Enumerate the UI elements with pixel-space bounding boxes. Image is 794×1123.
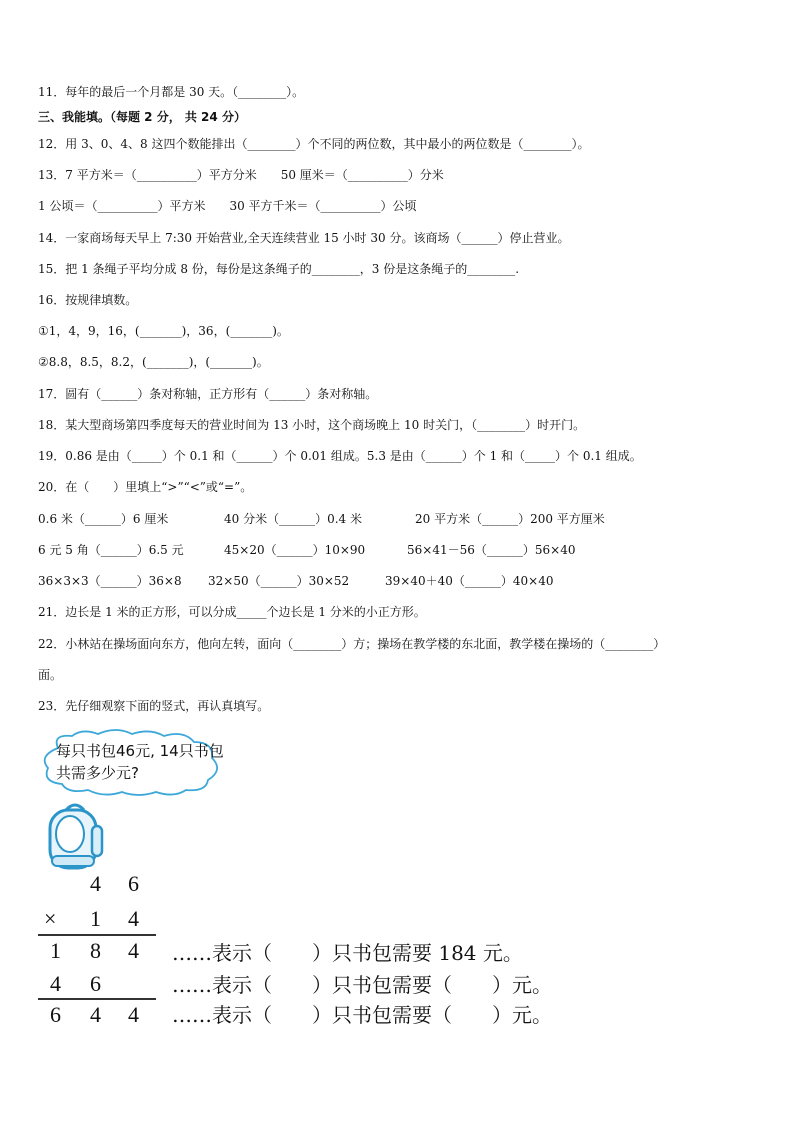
explanation-line-3: ……表示（ ）只书包需要（ ）元。 (172, 1003, 552, 1027)
compare-item: 56×41－56（______）56×40 (407, 543, 576, 557)
vertical-digit: 1 (50, 938, 61, 963)
question-20: 20．在（ ）里填上“>”“<”或“=”。 (38, 480, 253, 494)
vertical-digit: 4 (128, 906, 139, 931)
section-3-heading: 三、我能填。（每题 2 分， 共 24 分） (38, 110, 246, 124)
question-13a: 13．7 平方米＝（__________）平方分米 50 厘米＝（__________）分米 (38, 168, 444, 182)
backpack-icon (44, 800, 106, 872)
question-22: 22．小林站在操场面向东方，他向左转，面向（________）方；操场在教学楼的东北面，教学楼在操场的（________） (38, 637, 666, 651)
vertical-digit: 4 (90, 871, 101, 896)
question-17: 17．圆有（______）条对称轴，正方形有（______）条对称轴。 (38, 387, 378, 401)
question-14: 14．一家商场每天早上 7:30 开始营业,全天连续营业 15 小时 30 分。该商场（______）停止营业。 (38, 231, 570, 245)
vertical-digit: 4 (128, 1002, 139, 1027)
compare-item: 20 平方米（______）200 平方厘米 (415, 512, 605, 526)
question-19: 19．0.86 是由（_____）个 0.1 和（______）个 0.01 组成。5.3 是由（______）个 1 和（_____）个 0.1 组成。 (38, 449, 642, 463)
compare-item: 40 分米（______）0.4 米 (224, 512, 362, 526)
question-23: 23．先仔细观察下面的竖式，再认真填写。 (38, 699, 270, 713)
vertical-digit: 6 (50, 1002, 61, 1027)
question-16: 16．按规律填数。 (38, 293, 138, 307)
vertical-rule-2 (38, 998, 156, 1000)
question-16-sequence-2: ②8.8，8.5，8.2，(_______)，(_______)。 (38, 355, 269, 369)
compare-item: 45×20（______）10×90 (224, 543, 366, 557)
question-13b: 1 公顷＝（__________）平方米 30 平方千米＝（__________）公顷 (38, 199, 417, 213)
question-16-sequence-1: ①1，4，9，16，(_______)，36，(_______)。 (38, 324, 289, 338)
vertical-digit: 6 (128, 871, 139, 896)
question-18: 18．某大型商场第四季度每天的营业时间为 13 小时，这个商场晚上 10 时关门，（________）时开门。 (38, 418, 586, 432)
compare-item: 6 元 5 角（______）6.5 元 (38, 543, 184, 557)
question-21: 21．边长是 1 米的正方形，可以分成_____个边长是 1 分米的小正方形。 (38, 605, 426, 619)
question-12: 12．用 3、0、4、8 这四个数能排出（________）个不同的两位数，其中最小的两位数是（________）。 (38, 137, 590, 151)
vertical-digit: 8 (90, 938, 101, 963)
vertical-digit: 4 (50, 971, 61, 996)
vertical-digit: 4 (90, 1002, 101, 1027)
question-22-continued: 面。 (38, 668, 63, 682)
vertical-digit: 1 (90, 906, 101, 931)
speech-bubble-text: 每只书包46元, 14只书包共需多少元? (56, 742, 224, 782)
multiply-sign: × (44, 906, 57, 931)
vertical-digit: 4 (128, 938, 139, 963)
explanation-line-1: ……表示（ ）只书包需要 184 元。 (172, 941, 523, 965)
explanation-line-2: ……表示（ ）只书包需要（ ）元。 (172, 973, 552, 997)
compare-item: 0.6 米（______）6 厘米 (38, 512, 169, 526)
vertical-digit: 6 (90, 971, 101, 996)
question-15: 15．把 1 条绳子平均分成 8 份，每份是这条绳子的________，3 份是这条绳子的________. (38, 262, 520, 276)
compare-item: 36×3×3（______）36×8 (38, 574, 182, 588)
question-11: 11．每年的最后一个月都是 30 天。（________）。 (38, 85, 305, 99)
compare-item: 39×40＋40（______）40×40 (385, 574, 554, 588)
compare-item: 32×50（______）30×52 (208, 574, 350, 588)
vertical-rule-1 (38, 934, 156, 936)
